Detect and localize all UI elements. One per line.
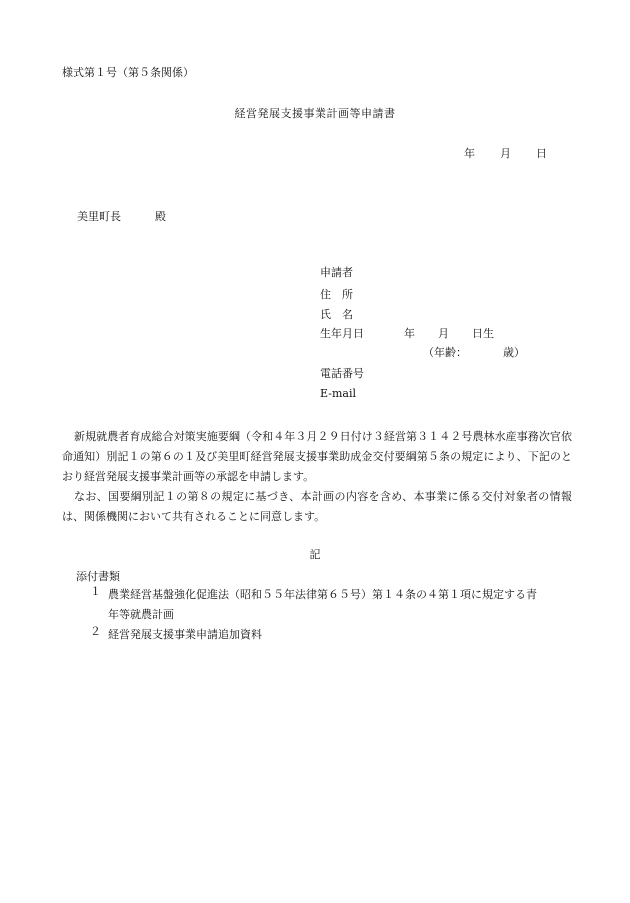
date-day-label: 日 — [536, 147, 547, 160]
addressee-honorific: 殿 — [155, 210, 166, 223]
list-item-text-line2: 年等就農計画 — [108, 608, 174, 621]
record-heading: 記 — [309, 548, 321, 561]
phone-label: 電話番号 — [320, 367, 364, 380]
list-item — [108, 585, 578, 625]
birth-month-label: 月 — [438, 327, 449, 340]
birthdate-label: 生年月日 — [320, 327, 364, 340]
birth-day-label: 日生 — [472, 327, 494, 340]
list-item-text-line1: 経営発展支援事業申請追加資料 — [108, 628, 262, 641]
age-line — [423, 346, 525, 359]
applicant-heading: 申請者 — [320, 266, 353, 279]
body-paragraph-2: なお、国要綱別記１の第８の規定に基づき、本計画の内容を含め、本事業に係る交付対象者の情報は、関係機関において共有されることに同意します。 — [62, 490, 572, 523]
birth-year-label: 年 — [404, 327, 415, 340]
attachments-heading: 添付書類 — [76, 570, 120, 583]
document-title: 経営発展支援事業計画等申請書 — [234, 107, 396, 120]
age-open-label: （年齢： — [423, 346, 467, 359]
list-item-number: ２ — [90, 625, 101, 638]
name-label: 氏 名 — [320, 308, 353, 321]
addressee — [77, 210, 166, 223]
email-label: E-mail — [320, 387, 356, 400]
age-close-label: 歳） — [503, 346, 525, 359]
list-item-number: １ — [90, 585, 101, 598]
addressee-name: 美里町長 — [77, 210, 121, 223]
date-year-label: 年 — [464, 147, 475, 160]
list-item — [108, 625, 578, 645]
form-number: 様式第１号（第５条関係） — [62, 66, 194, 79]
date-month-label: 月 — [500, 147, 511, 160]
address-label: 住 所 — [320, 288, 353, 301]
list-item-text-line1: 農業経営基盤強化促進法（昭和５５年法律第６５号）第１４条の４第１項に規定する青 — [108, 588, 537, 601]
body-paragraph-1: 新規就農者育成総合対策実施要綱（令和４年３月２９日付け３経営第３１４２号農林水産事務次官依命通知）別記１の第６の１及び美里町経営発展支援事業助成金交付要綱第５条の規定により、下記のとおり経営発展支援事業計画等の承認を申請します。 — [62, 430, 572, 483]
